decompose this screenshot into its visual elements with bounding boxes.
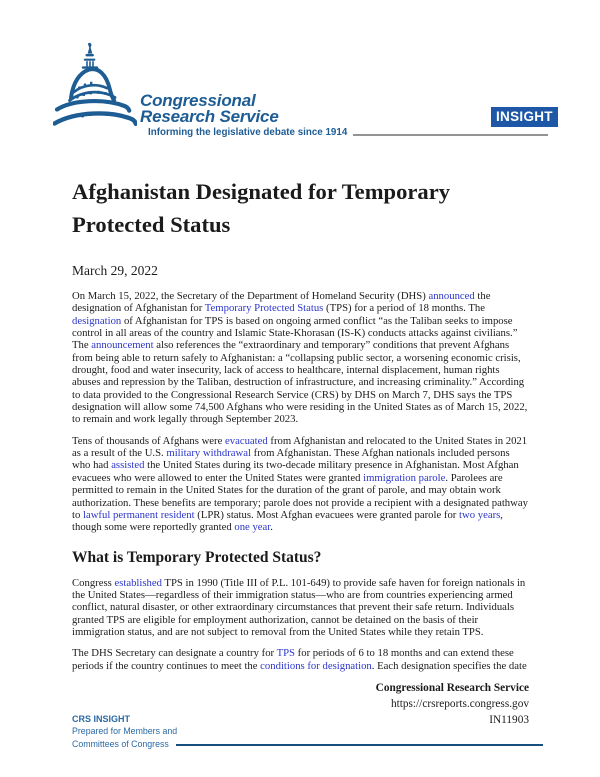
article-date: March 29, 2022 [72, 263, 158, 278]
inline-link[interactable]: military withdrawal [166, 447, 251, 460]
insight-badge: INSIGHT [491, 107, 558, 127]
body-text: for periods of 6 to 18 months and can extend these periods if the country continues to meet the [72, 647, 514, 672]
section-heading: What is Temporary Protected Status? [72, 548, 322, 566]
logo-tagline: Informing the legislative debate since 1914 [148, 127, 348, 138]
body-text: the United States during its two-decade military presence in Afghanistan. Most Afghan evacuees who were allowed to enter the United States were granted [72, 459, 519, 484]
body-text: TPS in 1990 (Title III of P.L. 101-649) to provide safe haven for foreign nationals in the United States—regardless of their immigration status—who are from countries experiencing armed conflict, natural disaster, or other extraordinary circumstances that prevent their safe return. Individuals granted TPS are eligible for employment authorization, cannot be detained on the basis of their immigration status, and are not subject to removal from the United States while they retain TPS. [72, 576, 526, 638]
inline-link[interactable]: announcement [91, 339, 154, 352]
paragraph-4 [72, 647, 529, 672]
document-body [72, 176, 529, 728]
header-divider-line [353, 134, 548, 136]
body-text: of Afghanistan for TPS is based on ongoing armed conflict “as the Taliban seeks to impose control in all areas of the country and Islamic State-Khorasan (IS-K) conducts attacks against civilians.” The [72, 314, 518, 352]
inline-link[interactable]: announced [428, 290, 475, 302]
inline-link[interactable]: TPS [276, 647, 295, 660]
footer-url-link[interactable]: https://crsreports.congress.gov [390, 697, 529, 710]
inline-link[interactable]: Temporary Protected Status [204, 302, 324, 315]
body-text: . [270, 521, 273, 534]
footer-line-2-row [72, 739, 543, 750]
body-text: The DHS Secretary can designate a country for [72, 647, 277, 660]
inline-link[interactable]: one year [234, 521, 271, 534]
crs-insight-label: CRS INSIGHT [72, 714, 131, 724]
inline-link[interactable]: conditions for designation [260, 659, 372, 672]
body-text: the designation of Afghanistan for [72, 290, 491, 315]
body-text: . Parolees are permitted to remain in the United States for the duration of the grant of parole, and may obtain work authorization. These benefits are temporary; parole does not provide a recipient with a designated pathway to [72, 471, 528, 521]
inline-link[interactable]: two years [459, 508, 501, 521]
footer-line-1: Prepared for Members and [72, 726, 178, 736]
body-text: (LPR) status. Most Afghan evacuees were granted parole for [194, 508, 460, 521]
footer-org-name: Congressional Research Service [375, 681, 529, 694]
header-tagline-row [148, 127, 548, 138]
body-text: , though some were reportedly granted [72, 508, 503, 534]
body-text: Congress [72, 576, 115, 589]
logo-line-2: Research Service [140, 106, 279, 126]
footer-divider-line [176, 744, 543, 746]
body-text: from Afghanistan. These Afghan nationals included persons who had [72, 447, 510, 472]
inline-link[interactable]: established [114, 576, 162, 589]
body-text: from Afghanistan and relocated to the United States in 2021 as a result of the U.S. [72, 434, 528, 460]
footer-line-2: Committees of Congress [72, 739, 169, 749]
body-text: (TPS) for a period of 18 months. The [323, 302, 485, 315]
paragraph-2 [72, 435, 529, 534]
document-id: IN11903 [489, 713, 529, 726]
body-text: On March 15, 2022, the Secretary of the Department of Homeland Security (DHS) [72, 290, 429, 302]
crs-logo-wordmark [140, 93, 279, 124]
capitol-dome-icon [53, 42, 137, 140]
body-text: Tens of thousands of Afghans were [72, 434, 225, 447]
logo-line-1: Congressional [140, 91, 256, 110]
body-text: also references the “extraordinary and temporary” conditions that prevent Afghans from being able to return safely to Afghanistan: a “collapsing public sector, a worsening economic crisis, drought, food and water insecurity, lack of access to healthcare, internal displacement, human rights abuses and repression by the Taliban, destruction of infrastructure, and increasing criminality.” According to data provided to the Congressional Research Service (CRS) by DHS on March 7, DHS says the TPS designation will allow some 74,500 Afghans who were residing in the United States as of March 15, 2022, to remain and work legally through September 2023. [72, 339, 528, 426]
article-title: Afghanistan Designated for Temporary Protected Status [72, 179, 451, 237]
inline-link[interactable]: lawful permanent resident [83, 508, 195, 521]
paragraph-1 [72, 290, 529, 426]
paragraph-3 [72, 577, 529, 639]
page-footer [72, 714, 543, 750]
inline-link[interactable]: immigration parole [363, 471, 446, 484]
inline-link[interactable]: evacuated [225, 434, 268, 447]
body-text: . Each designation specifies the date [371, 659, 527, 672]
inline-link[interactable]: assisted [111, 459, 145, 472]
inline-link[interactable]: designation [72, 314, 122, 327]
